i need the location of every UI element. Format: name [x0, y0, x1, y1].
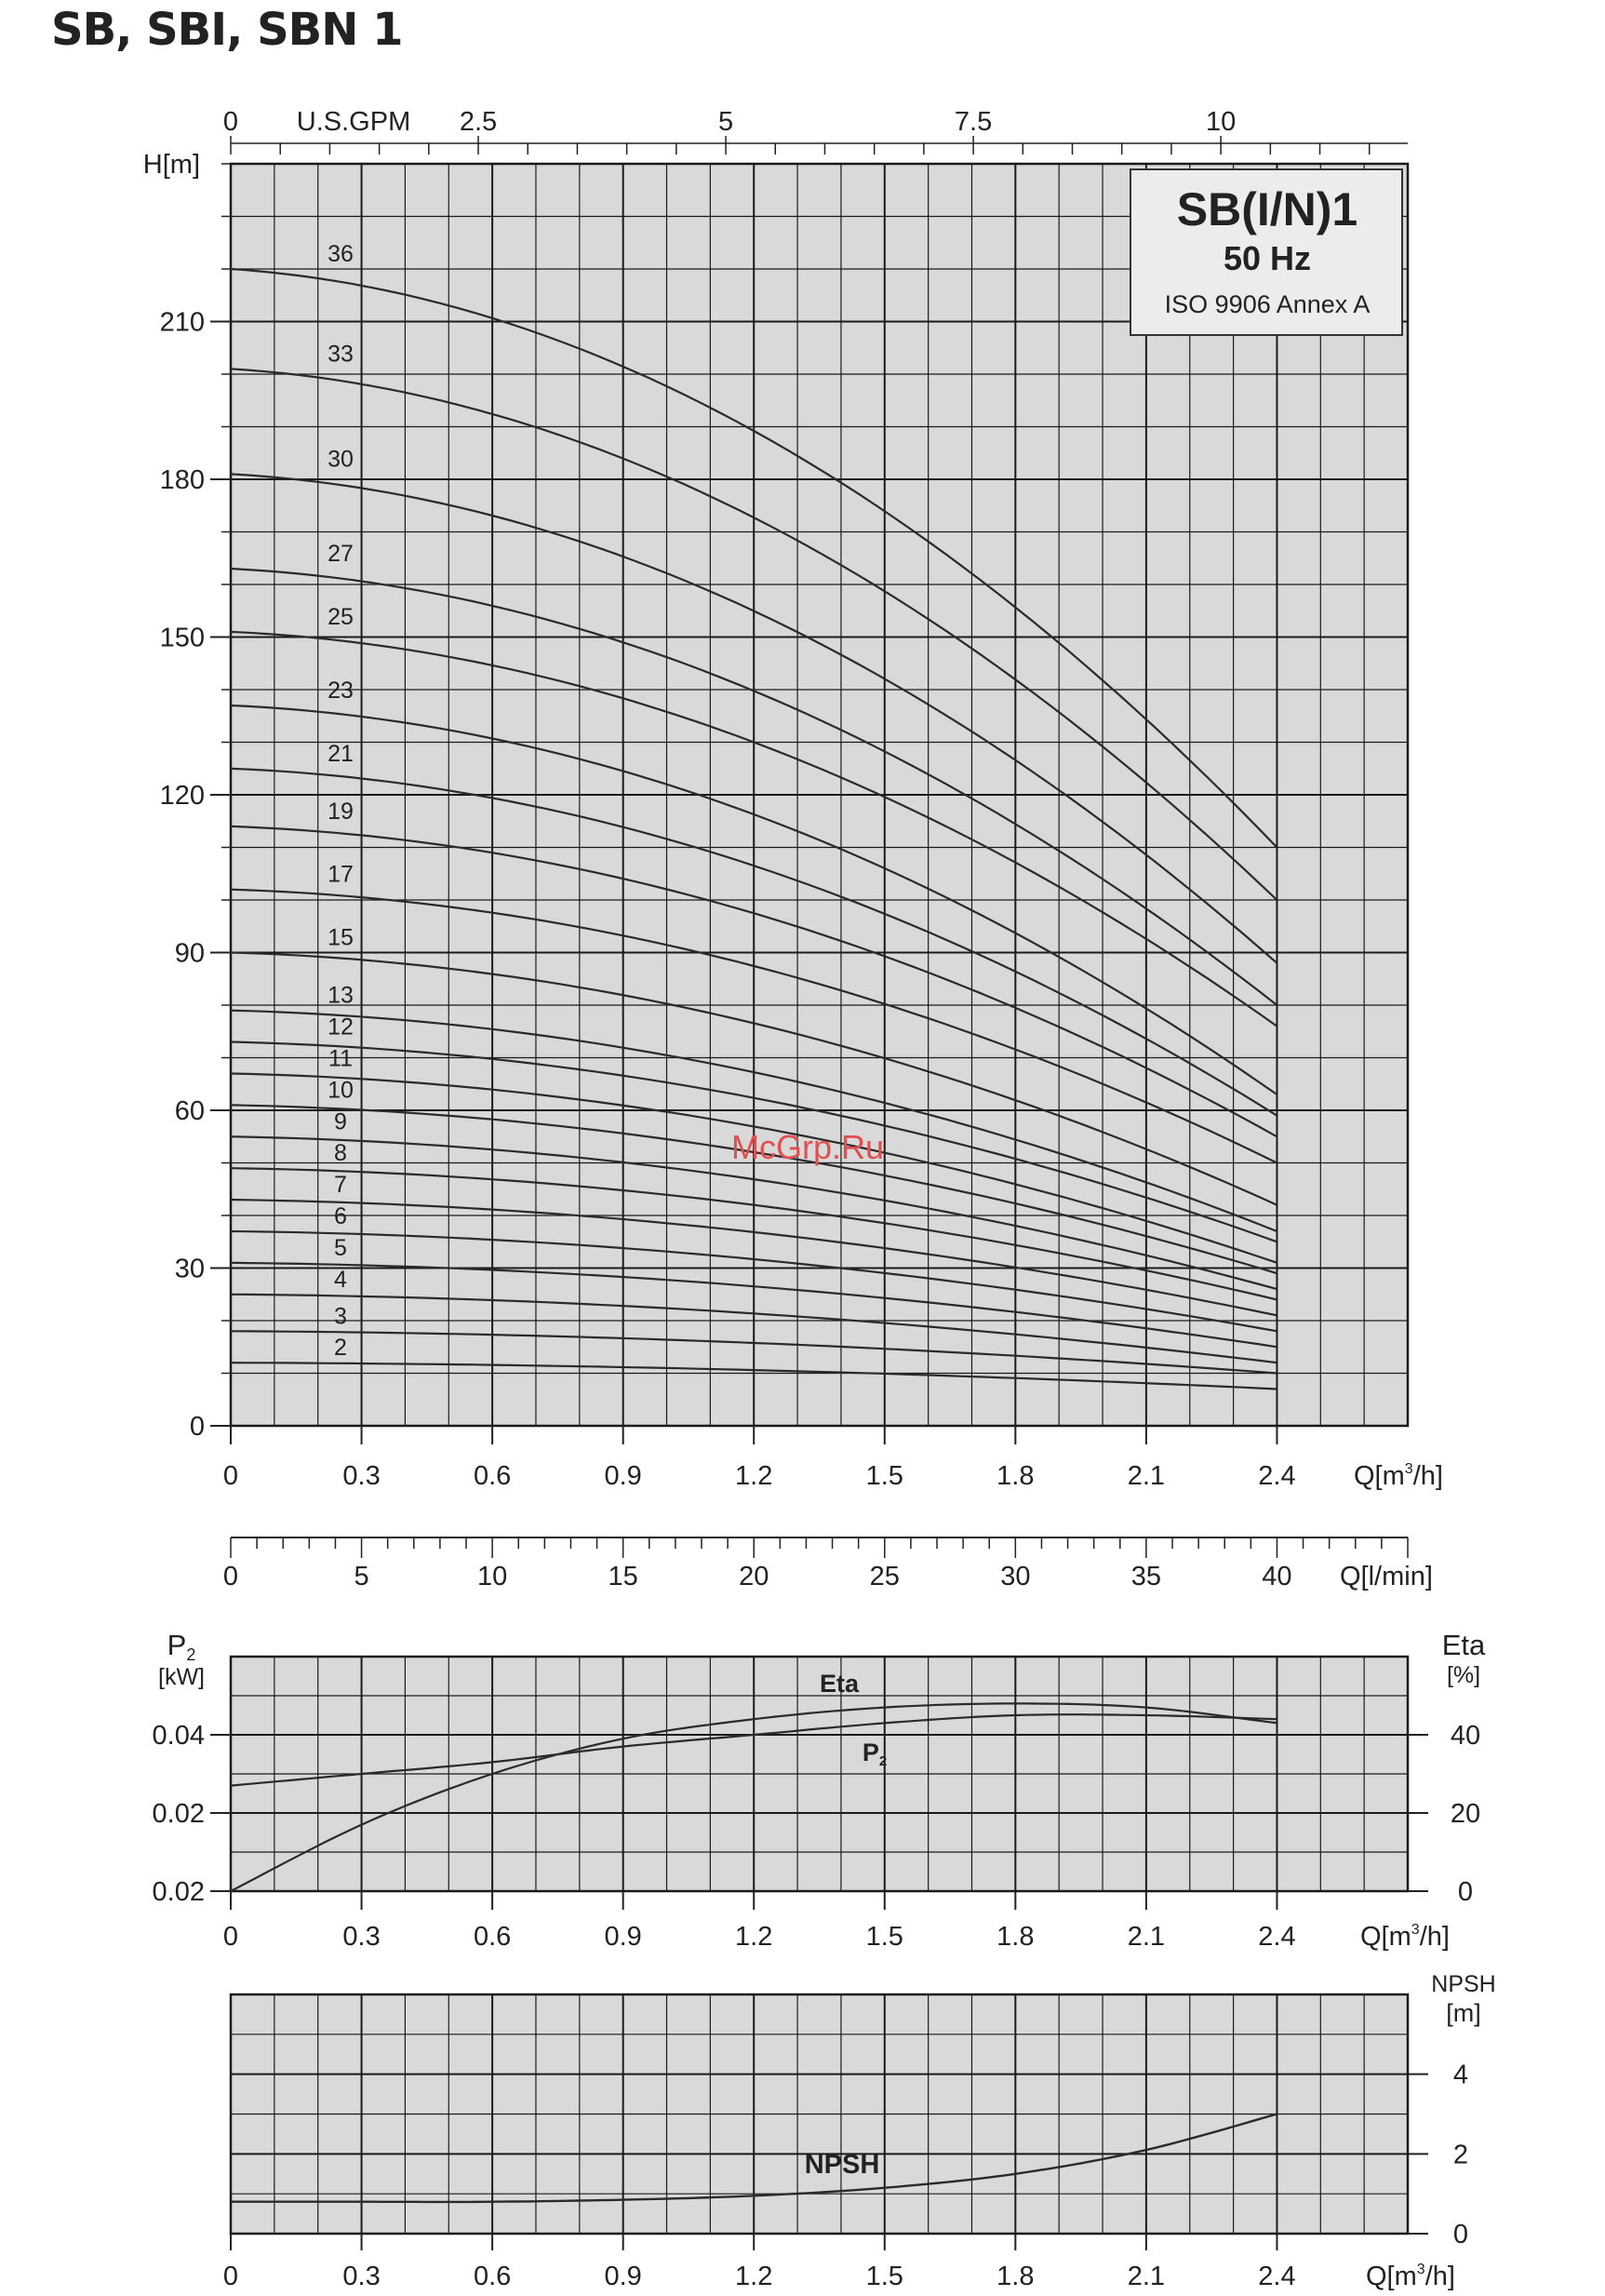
- x-tick-label: 2.1: [1127, 1922, 1166, 1952]
- x-axis-label: $Q[m^3/h]$: [1360, 1922, 1450, 1952]
- lmin-tick-label: 0: [222, 1562, 239, 1591]
- x-tick-label: 0.3: [342, 2262, 381, 2291]
- x-tick-label: 1.2: [735, 2262, 773, 2291]
- x-tick-label: 2.4: [1258, 1461, 1296, 1491]
- head-curve-label-36: 36: [328, 241, 354, 267]
- left-axis-unit: [kW]: [158, 1664, 205, 1690]
- top-tick-label: 0: [222, 107, 239, 137]
- top-tick-label: 5: [717, 107, 734, 137]
- head-curve-label-15: 15: [328, 924, 354, 951]
- left-axis-label: P2: [167, 1629, 196, 1664]
- head-curve-label-13: 13: [328, 982, 354, 1009]
- top-axis-label: U.S.GPM: [296, 107, 411, 137]
- y-axis-label: H[m]: [142, 150, 200, 180]
- head-curve-label-5: 5: [334, 1234, 347, 1261]
- head-curve-label-19: 19: [328, 798, 354, 825]
- right-axis-label: NPSH: [1431, 1971, 1496, 1997]
- x-tick-label: 0: [222, 1922, 239, 1952]
- x-tick-label: 0: [222, 2262, 239, 2291]
- x-tick-label: 1.2: [735, 1922, 773, 1952]
- lmin-tick-label: 35: [1130, 1562, 1162, 1591]
- head-curve-label-6: 6: [334, 1202, 347, 1229]
- right-axis-unit: [m]: [1446, 1999, 1481, 2027]
- lmin-tick-label: 25: [869, 1562, 900, 1591]
- x-tick-label: 1.5: [865, 2262, 903, 2291]
- legend-frequency: 50 Hz: [1223, 239, 1312, 277]
- head-curve-label-9: 9: [334, 1108, 347, 1135]
- lmin-tick-label: 20: [739, 1562, 769, 1591]
- head-curve-label-30: 30: [328, 446, 354, 473]
- head-curve-label-7: 7: [334, 1172, 347, 1199]
- x-tick-label: 2.4: [1258, 1922, 1296, 1952]
- lmin-tick-label: 15: [608, 1562, 638, 1591]
- y-tick-label: 60: [174, 1096, 205, 1126]
- x-tick-label: 2.4: [1258, 2262, 1296, 2291]
- x-tick-label: 2.1: [1127, 1461, 1166, 1491]
- eta-curve-label: Eta: [819, 1670, 860, 1698]
- x-tick-label: 0.9: [604, 1461, 642, 1491]
- watermark: McGrp.Ru: [730, 1128, 885, 1166]
- head-curve-label-3: 3: [334, 1303, 347, 1330]
- x-tick-label: 0.6: [473, 1922, 512, 1952]
- y-tick-label: 90: [174, 938, 205, 969]
- head-curve-label-10: 10: [328, 1077, 354, 1104]
- top-tick-label: 7.5: [954, 107, 993, 137]
- right-tick-label: 0: [1457, 1877, 1474, 1907]
- head-curve-label-17: 17: [328, 861, 354, 888]
- x-tick-label: 1.8: [996, 1922, 1035, 1952]
- y-tick-label: 0: [189, 1412, 205, 1442]
- lmin-tick-label: 10: [476, 1562, 508, 1591]
- head-curve-label-11: 11: [328, 1045, 353, 1072]
- head-curve-label-4: 4: [334, 1266, 347, 1293]
- y-tick-label: 30: [174, 1254, 205, 1284]
- right-tick-label: 2: [1452, 2140, 1469, 2170]
- x-tick-label: 1.5: [865, 1461, 903, 1491]
- head-curve-label-23: 23: [328, 677, 354, 704]
- head-curve-label-21: 21: [328, 740, 354, 767]
- right-tick-label: 20: [1450, 1799, 1481, 1829]
- y-tick-label: 210: [159, 307, 205, 338]
- page-title: SB, SBI, SBN 1: [51, 4, 403, 56]
- legend-standard: ISO 9906 Annex A: [1164, 290, 1371, 318]
- lmin-tick-label: 5: [354, 1562, 369, 1591]
- lmin-tick-label: 30: [1000, 1562, 1031, 1591]
- y-tick-label: 120: [159, 781, 205, 811]
- right-tick-label: 4: [1452, 2060, 1469, 2090]
- x-tick-label: 0.9: [604, 1922, 642, 1952]
- x-tick-label: 0.6: [473, 2262, 512, 2291]
- head-curve-label-2: 2: [334, 1335, 347, 1362]
- right-tick-label: 40: [1450, 1721, 1481, 1751]
- x-tick-label: 1.5: [865, 1922, 903, 1952]
- x-axis-label: $Q[m^3/h]$: [1354, 1461, 1443, 1491]
- x-tick-label: 1.2: [735, 1461, 773, 1491]
- lmin-tick-label: 40: [1262, 1562, 1292, 1591]
- legend-model: SB(I/N)1: [1176, 183, 1358, 235]
- head-curve-label-27: 27: [328, 541, 354, 568]
- top-tick-label: 2.5: [459, 107, 498, 137]
- npsh-curve-label: NPSH: [804, 2150, 880, 2180]
- left-tick-label: 0.02: [152, 1799, 205, 1829]
- head-curve-label-33: 33: [328, 341, 354, 368]
- right-axis-unit: [%]: [1446, 1662, 1481, 1688]
- head-curve-label-8: 8: [334, 1140, 347, 1167]
- y-tick-label: 150: [159, 623, 205, 653]
- x-tick-label: 0.3: [342, 1922, 381, 1952]
- x-tick-label: 2.1: [1127, 2262, 1166, 2291]
- x-axis-label: $Q[m^3/h]$: [1366, 2262, 1455, 2291]
- x-tick-label: 0.9: [604, 2262, 642, 2291]
- p2-curve-label: P2: [862, 1739, 888, 1769]
- x-tick-label: 1.8: [996, 1461, 1035, 1491]
- x-tick-label: 0.3: [342, 1461, 381, 1491]
- left-tick-label: 0.04: [152, 1721, 205, 1751]
- top-tick-label: 10: [1205, 107, 1237, 137]
- head-curve-label-12: 12: [328, 1014, 354, 1041]
- y-tick-label: 180: [159, 465, 205, 495]
- left-tick-label: 0.02: [152, 1877, 205, 1907]
- x-tick-label: 0: [222, 1461, 239, 1491]
- right-tick-label: 0: [1452, 2220, 1469, 2249]
- x-tick-label: 0.6: [473, 1461, 512, 1491]
- x-tick-label: 1.8: [996, 2262, 1035, 2291]
- lmin-axis-label: Q[l/min]: [1340, 1562, 1433, 1591]
- head-curve-label-25: 25: [328, 603, 354, 630]
- right-axis-label: Eta: [1441, 1629, 1486, 1661]
